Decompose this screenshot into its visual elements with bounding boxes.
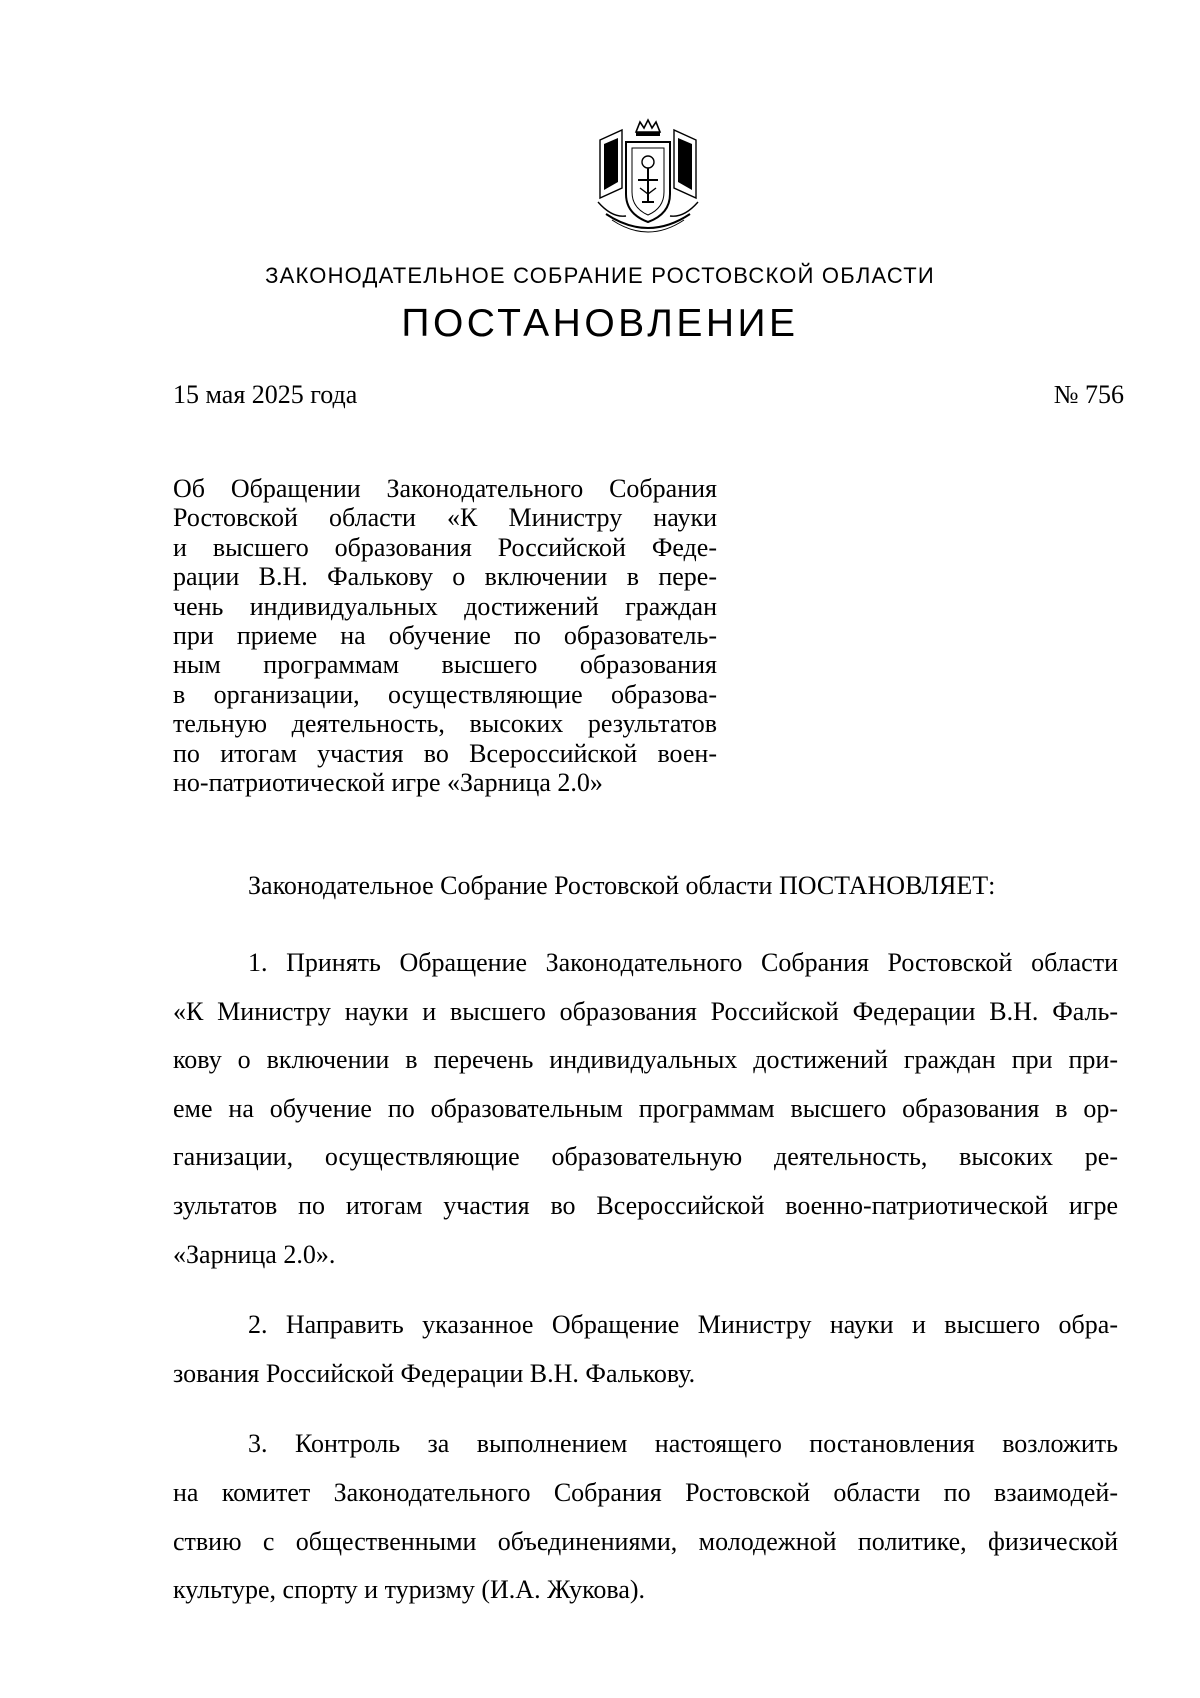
document-number: № 756 [1053, 380, 1124, 409]
resolution-item-1 [173, 939, 1118, 1279]
resolution-items [173, 939, 1118, 1637]
item-line: ганизации, осуществляющие образовательную деятельность, высоких ре- [173, 1142, 1118, 1172]
item-line: на комитет Законодательного Собрания Ростовской области по взаимодей- [173, 1477, 1118, 1507]
resolution-preamble: Законодательное Собрание Ростовской области ПОСТАНОВЛЯЕТ: [248, 871, 996, 900]
item-line: зультатов по итогам участия во Всероссийской военно-патриотической игре [173, 1190, 1118, 1220]
subject-line: рации В.Н. Фалькову о включении в пере- [173, 562, 717, 592]
subject-line: в организации, осуществляющие образова- [173, 679, 717, 709]
subject-line: по итогам участия во Всероссийской воен- [173, 738, 717, 768]
item-line: еме на обучение по образовательным программам высшего образования в ор- [173, 1093, 1118, 1123]
item-line: «Зарница 2.0». [173, 1239, 336, 1269]
item-line: зования Российской Федерации В.Н. Фалькову. [173, 1358, 696, 1388]
organization-name: ЗАКОНОДАТЕЛЬНОЕ СОБРАНИЕ РОСТОВСКОЙ ОБЛАСТИ [265, 263, 935, 288]
item-line: 2. Направить указанное Обращение Министру науки и высшего обра- [248, 1310, 1118, 1340]
document-subject [173, 474, 717, 797]
item-line: ствию с общественными объединениями, молодежной политике, физической [173, 1526, 1118, 1556]
subject-line: и высшего образования Российской Феде- [173, 532, 717, 562]
item-line: культуре, спорту и туризму (И.А. Жукова). [173, 1575, 646, 1605]
rostov-oblast-coat-of-arms-icon [592, 118, 704, 240]
subject-line: чень индивидуальных достижений граждан [173, 591, 717, 621]
resolution-item-2 [173, 1301, 1118, 1398]
subject-line: тельную деятельность, высоких результатов [173, 709, 717, 739]
subject-line: ным программам высшего образования [173, 650, 717, 680]
item-line: кову о включении в перечень индивидуальных достижений граждан при при- [173, 1045, 1118, 1075]
item-line: «К Министру науки и высшего образования Российской Федерации В.Н. Фаль- [173, 996, 1118, 1026]
subject-line: при приеме на обучение по образователь- [173, 621, 717, 651]
subject-line: Ростовской области «К Министру науки [173, 503, 717, 533]
item-line: 3. Контроль за выполнением настоящего постановления возложить [248, 1429, 1118, 1459]
document-date: 15 мая 2025 года [173, 380, 358, 409]
item-line: 1. Принять Обращение Законодательного Собрания Ростовской области [248, 948, 1118, 977]
document-type-title: ПОСТАНОВЛЕНИЕ [401, 302, 799, 345]
subject-line: но-патриотической игре «Зарница 2.0» [173, 768, 603, 798]
resolution-item-3 [173, 1420, 1118, 1614]
subject-line: Об Обращении Законодательного Собрания [173, 474, 717, 503]
